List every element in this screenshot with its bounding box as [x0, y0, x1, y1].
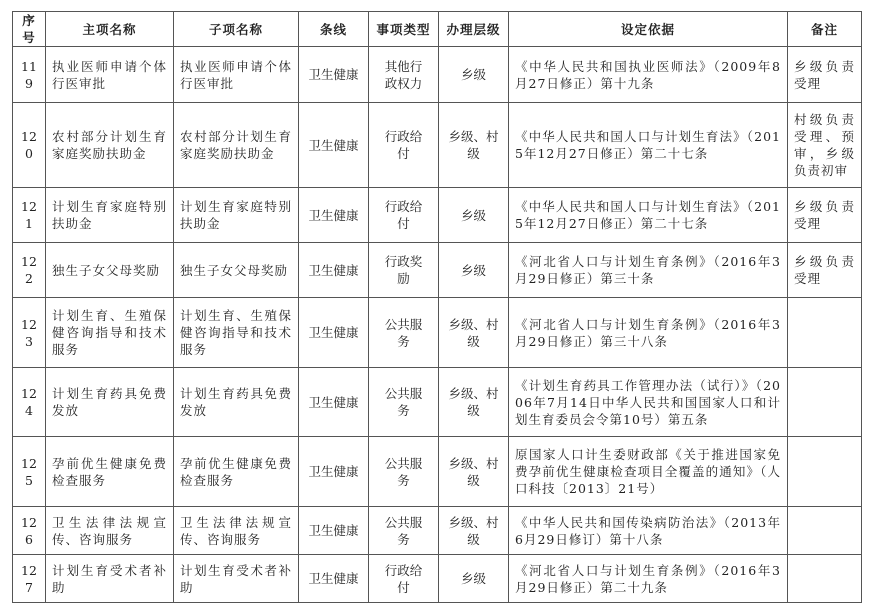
cell-note: 乡级负责受理	[788, 47, 862, 103]
cell-line: 卫生健康	[299, 507, 369, 555]
cell-basis: 《中华人民共和国人口与计划生育法》（2015年12月27日修正）第二十七条	[509, 103, 788, 188]
header-col-line: 条线	[299, 12, 369, 47]
cell-line: 卫生健康	[299, 243, 369, 298]
header-row	[13, 12, 862, 47]
cell-type: 公共服务	[369, 437, 439, 507]
cell-main: 计划生育、生殖保健咨询指导和技术服务	[46, 298, 174, 368]
cell-type: 公共服务	[369, 507, 439, 555]
cell-note	[788, 298, 862, 368]
table-row	[13, 555, 862, 603]
cell-main: 农村部分计划生育家庭奖励扶助金	[46, 103, 174, 188]
cell-line: 卫生健康	[299, 47, 369, 103]
cell-level: 乡级	[439, 188, 509, 243]
service-items-table	[12, 11, 862, 603]
cell-line: 卫生健康	[299, 555, 369, 603]
cell-sub: 计划生育家庭特别扶助金	[174, 188, 299, 243]
header-col-sub-item: 子项名称	[174, 12, 299, 47]
cell-level: 乡级、村级	[439, 437, 509, 507]
table-row	[13, 507, 862, 555]
cell-main: 计划生育受术者补助	[46, 555, 174, 603]
cell-type: 公共服务	[369, 368, 439, 437]
cell-note	[788, 437, 862, 507]
cell-sub: 孕前优生健康免费检查服务	[174, 437, 299, 507]
cell-basis: 《中华人民共和国人口与计划生育法》（2015年12月27日修正）第二十七条	[509, 188, 788, 243]
cell-main: 计划生育药具免费发放	[46, 368, 174, 437]
cell-no: 125	[13, 437, 46, 507]
cell-main: 卫生法律法规宣传、咨询服务	[46, 507, 174, 555]
cell-no: 127	[13, 555, 46, 603]
cell-note: 村级负责受理、预审，乡级负责初审	[788, 103, 862, 188]
cell-no: 122	[13, 243, 46, 298]
cell-type: 行政给付	[369, 103, 439, 188]
cell-main: 孕前优生健康免费检查服务	[46, 437, 174, 507]
header-col-main-item: 主项名称	[46, 12, 174, 47]
cell-basis: 《中华人民共和国传染病防治法》（2013年6月29日修订）第十八条	[509, 507, 788, 555]
cell-basis: 《河北省人口与计划生育条例》（2016年3月29日修正）第二十九条	[509, 555, 788, 603]
cell-main: 执业医师申请个体行医审批	[46, 47, 174, 103]
cell-level: 乡级	[439, 555, 509, 603]
cell-no: 124	[13, 368, 46, 437]
cell-type: 其他行政权力	[369, 47, 439, 103]
cell-line: 卫生健康	[299, 298, 369, 368]
cell-level: 乡级	[439, 243, 509, 298]
cell-line: 卫生健康	[299, 437, 369, 507]
cell-sub: 独生子女父母奖励	[174, 243, 299, 298]
cell-type: 行政给付	[369, 188, 439, 243]
cell-basis: 《中华人民共和国执业医师法》（2009年8月27日修正）第十九条	[509, 47, 788, 103]
cell-level: 乡级、村级	[439, 368, 509, 437]
cell-note	[788, 368, 862, 437]
table-row	[13, 243, 862, 298]
cell-sub: 农村部分计划生育家庭奖励扶助金	[174, 103, 299, 188]
header-col-note: 备注	[788, 12, 862, 47]
cell-level: 乡级、村级	[439, 103, 509, 188]
cell-basis: 《河北省人口与计划生育条例》（2016年3月29日修正）第三十八条	[509, 298, 788, 368]
table-row	[13, 298, 862, 368]
cell-basis: 《计划生育药具工作管理办法（试行）》（2006年7月14日中华人民共和国国家人口和计划生育委员会令第10号）第五条	[509, 368, 788, 437]
cell-main: 独生子女父母奖励	[46, 243, 174, 298]
table-row	[13, 368, 862, 437]
cell-no: 119	[13, 47, 46, 103]
cell-level: 乡级、村级	[439, 507, 509, 555]
cell-sub: 执业医师申请个体行医审批	[174, 47, 299, 103]
cell-note: 乡级负责受理	[788, 243, 862, 298]
table-row	[13, 437, 862, 507]
table-row	[13, 103, 862, 188]
header-col-type: 事项类型	[369, 12, 439, 47]
cell-sub: 卫生法律法规宣传、咨询服务	[174, 507, 299, 555]
cell-level: 乡级、村级	[439, 298, 509, 368]
cell-sub: 计划生育受术者补助	[174, 555, 299, 603]
cell-basis: 原国家人口计生委财政部《关于推进国家免费孕前优生健康检查项目全覆盖的通知》（人口科技〔2013〕21号）	[509, 437, 788, 507]
cell-note	[788, 555, 862, 603]
table-row	[13, 188, 862, 243]
cell-no: 126	[13, 507, 46, 555]
cell-type: 行政给付	[369, 555, 439, 603]
cell-line: 卫生健康	[299, 103, 369, 188]
table-row	[13, 47, 862, 103]
header-col-level: 办理层级	[439, 12, 509, 47]
header-col-basis: 设定依据	[509, 12, 788, 47]
cell-line: 卫生健康	[299, 368, 369, 437]
header-col-number: 序号	[13, 12, 46, 47]
cell-main: 计划生育家庭特别扶助金	[46, 188, 174, 243]
cell-sub: 计划生育、生殖保健咨询指导和技术服务	[174, 298, 299, 368]
cell-type: 公共服务	[369, 298, 439, 368]
cell-no: 120	[13, 103, 46, 188]
cell-line: 卫生健康	[299, 188, 369, 243]
cell-basis: 《河北省人口与计划生育条例》（2016年3月29日修正）第三十条	[509, 243, 788, 298]
cell-level: 乡级	[439, 47, 509, 103]
cell-type: 行政奖励	[369, 243, 439, 298]
cell-sub: 计划生育药具免费发放	[174, 368, 299, 437]
cell-note	[788, 507, 862, 555]
cell-no: 123	[13, 298, 46, 368]
cell-note: 乡级负责受理	[788, 188, 862, 243]
cell-no: 121	[13, 188, 46, 243]
